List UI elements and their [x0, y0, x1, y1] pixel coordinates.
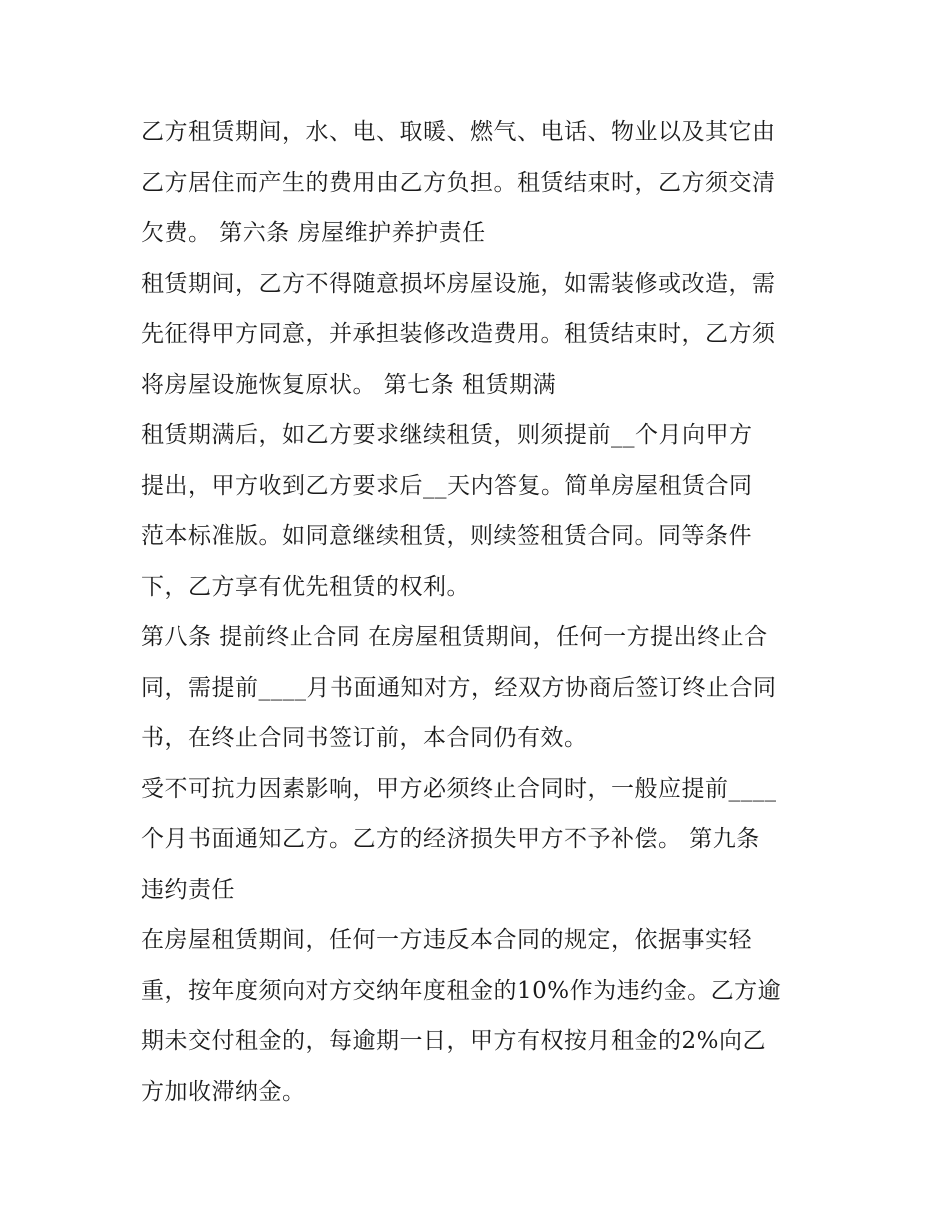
text-line: 欠费。 第六条 房屋维护养护责任 [141, 220, 486, 246]
paragraph-lease-expiry [141, 410, 821, 612]
paragraph-force-majeure [141, 764, 821, 916]
text-line: 范本标准版。如同意继续租赁，则续签租赁合同。同等条件 [141, 523, 752, 549]
text-line: 提出，甲方收到乙方要求后__天内答复。简单房屋租赁合同 [141, 472, 753, 499]
text-line: 乙方租赁期间，水、电、取暖、燃气、电话、物业以及其它由 [141, 119, 776, 145]
text-line: 违约责任 [141, 876, 235, 903]
text-line: 租赁期满后，如乙方要求继续租赁，则须提前__个月向甲方 [141, 422, 753, 448]
text-line: 期未交付租金的，每逾期一日，甲方有权按月租金的2%向乙 [141, 1028, 766, 1054]
text-line: 个月书面通知乙方。乙方的经济损失甲方不予补偿。 第九条 [141, 826, 760, 852]
document-body [141, 107, 821, 1117]
text-line: 租赁期间，乙方不得随意损坏房屋设施，如需装修或改造，需 [141, 270, 776, 297]
text-line: 第八条 提前终止合同 在房屋租赁期间，任何一方提出终止合 [141, 624, 768, 650]
text-line: 重，按年度须向对方交纳年度租金的10%作为违约金。乙方逾 [141, 977, 782, 1004]
text-line: 方加收滞纳金。 [141, 1078, 306, 1105]
text-line: 同，需提前____月书面通知对方，经双方协商后签订终止合同 [141, 674, 777, 701]
text-line: 先征得甲方同意，并承担装修改造费用。租赁结束时，乙方须 [141, 321, 776, 347]
text-line: 在房屋租赁期间，任何一方违反本合同的规定，依据事实轻 [141, 927, 752, 953]
text-line: 将房屋设施恢复原状。 第七条 租赁期满 [141, 371, 557, 398]
text-line: 乙方居住而产生的费用由乙方负担。租赁结束时，乙方须交清 [141, 169, 776, 196]
paragraph-maintenance [141, 259, 821, 411]
text-line: 受不可抗力因素影响，甲方必须终止合同时，一般应提前____ [141, 775, 777, 802]
paragraph-utilities [141, 107, 821, 259]
paragraph-breach [141, 915, 821, 1117]
paragraph-early-termination [141, 612, 821, 764]
text-line: 下，乙方享有优先租赁的权利。 [141, 573, 470, 600]
text-line: 书，在终止合同书签订前，本合同仍有效。 [141, 725, 588, 751]
